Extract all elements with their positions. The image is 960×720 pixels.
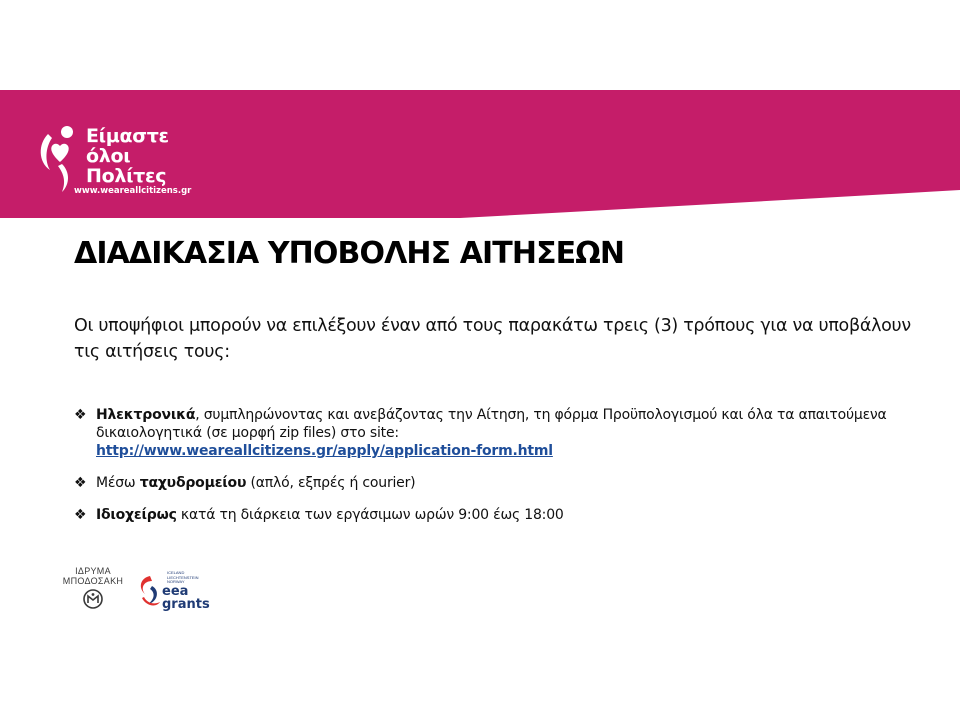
submission-methods-list (74, 406, 894, 524)
eea-country-norway: NORWAY (167, 579, 185, 584)
logo-line-3: Πολίτες (86, 165, 167, 187)
eea-swirl-icon (136, 572, 164, 612)
method-post (74, 474, 894, 492)
method-electronic (74, 406, 894, 460)
intro-paragraph: Οι υποψήφιοι μπορούν να επιλέξουν έναν από τους παρακάτω τρεις (3) τρόπους για να υποβάλουν τις αιτήσεις τους: (74, 316, 911, 362)
diamond-bullet-icon: ❖ (74, 407, 87, 423)
foundation-emblem-icon (82, 588, 104, 610)
bodossaki-foundation-logo (58, 566, 128, 610)
diamond-bullet-icon: ❖ (74, 475, 87, 491)
method-in-person-label: Ιδιοχείρως (96, 507, 177, 523)
method-in-person (74, 506, 894, 524)
application-form-link[interactable]: http://www.weareallcitizens.gr/apply/application-form.html (96, 443, 553, 459)
grants-word: grants (162, 597, 210, 612)
logo-line-2: όλοι (86, 145, 131, 167)
method-in-person-text: κατά τη διάρκεια των εργάσιμων ωρών 9:00 έως 18:00 (176, 507, 564, 523)
method-electronic-label: Ηλεκτρονικά (96, 407, 196, 423)
diamond-bullet-icon: ❖ (74, 507, 87, 523)
logo-figure-left-arc (41, 134, 52, 170)
header-banner (0, 0, 960, 240)
eea-word: eea (162, 584, 189, 599)
foundation-name-line-1: ΙΔΡΥΜΑ (75, 566, 111, 576)
method-post-prefix: Μέσω (96, 475, 140, 491)
logo-figure-body (58, 164, 68, 192)
logo-figure-heart (51, 144, 68, 162)
method-post-text: (απλό, εξπρές ή courier) (246, 475, 416, 491)
eea-country-iceland: ICELAND (167, 570, 185, 575)
logo-figure-head (61, 126, 73, 138)
eea-countries (167, 571, 199, 585)
logo-url: www.weareallcitizens.gr (74, 186, 192, 196)
eea-country-liechtenstein: LIECHTENSTEIN (167, 574, 199, 580)
logo-line-1: Είμαστε (86, 125, 169, 147)
method-electronic-text: , συμπληρώνοντας και ανεβάζοντας την Αίτηση, τη φόρμα Προϋπολογισμού και όλα τα απαιτούμενα δικαιολογητικά (σε μορφή zip files) στο site: (96, 407, 887, 441)
eea-grants-logo (136, 570, 226, 614)
method-post-label: ταχυδρομείου (139, 475, 247, 491)
foundation-name-line-2: ΜΠΟΔΟΣΑΚΗ (62, 576, 124, 586)
weareallcitizens-logo[interactable] (36, 124, 236, 204)
slide-title: ΔΙΑΔΙΚΑΣΙΑ ΥΠΟΒΟΛΗΣ ΑΙΤΗΣΕΩΝ (74, 236, 625, 271)
